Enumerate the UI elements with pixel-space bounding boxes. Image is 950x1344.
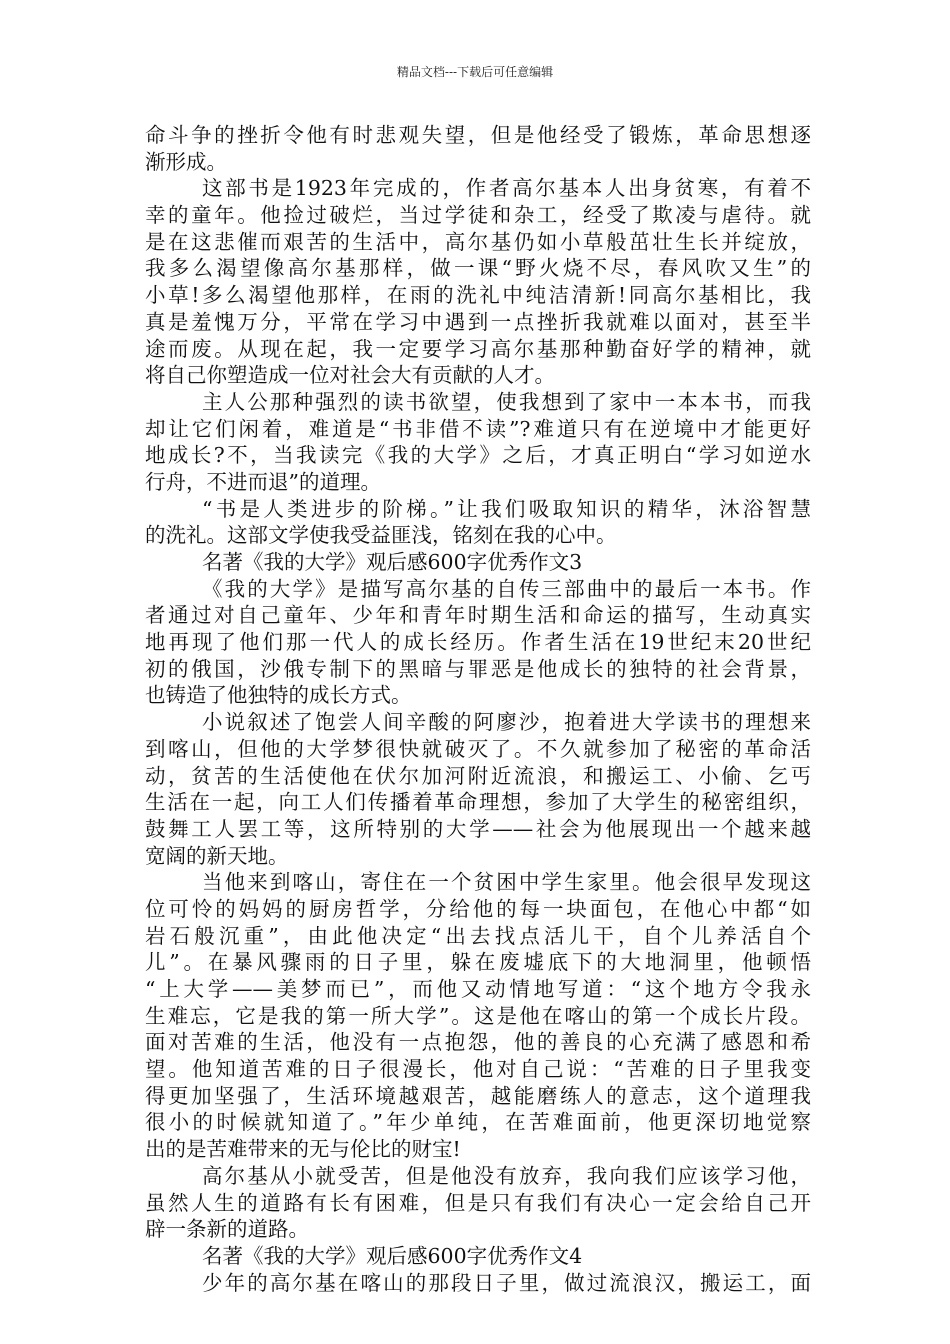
text-line: 虽然人生的道路有长有困难，但是只有我们有决心一定会给自己开 — [145, 1190, 811, 1215]
text-line: 我多么渴望像高尔基那样，做一课“野火烧不尽，春风吹又生”的 — [145, 256, 811, 281]
text-line: “书是人类进步的阶梯。”让我们吸取知识的精华，沐浴智慧 — [202, 496, 811, 521]
text-line: 宽阔的新天地。 — [145, 843, 289, 868]
text-line: 出的是苦难带来的无与伦比的财宝! — [145, 1137, 461, 1162]
text-line: 地成长?不，当我读完《我的大学》之后，才真正明白“学习如逆水 — [145, 443, 811, 468]
text-line: 真是羞愧万分，平常在学习中遇到一点挫折我就难以面对，甚至半 — [145, 309, 811, 334]
text-line: 名著《我的大学》观后感600字优秀作文3 — [202, 550, 583, 574]
text-line: 到喀山，但他的大学梦很快就破灭了。不久就参加了秘密的革命活 — [145, 736, 811, 761]
text-line: 也铸造了他独特的成长方式。 — [145, 683, 412, 708]
text-line: 却让它们闲着，难道是“书非借不读”?难道只有在逆境中才能更好 — [145, 416, 811, 441]
text-line: 鼓舞工人罢工等，这所特别的大学——社会为他展现出一个越来越 — [145, 816, 811, 841]
page-header: 精品文档---下载后可任意编辑 — [396, 65, 554, 79]
text-line: 望。他知道苦难的日子很漫长，他对自己说：“苦难的日子里我变 — [145, 1057, 811, 1082]
text-line: “上大学——美梦而已”，而他又动情地写道：“这个地方令我永 — [145, 977, 811, 1001]
text-line: 名著《我的大学》观后感600字优秀作文4 — [202, 1243, 583, 1268]
text-line: 《我的大学》是描写高尔基的自传三部曲中的最后一本书。作 — [202, 576, 811, 601]
text-line: 儿”。在暴风骤雨的日子里，躲在废墟底下的大地洞里，他顿悟 — [145, 950, 811, 975]
text-line: 者通过对自己童年、少年和青年时期生活和命运的描写，生动真实 — [145, 603, 811, 628]
document-body — [145, 122, 811, 1296]
text-line: 位可怜的妈妈的厨房哲学，分给他的每一块面包，在他心中都“如 — [145, 896, 811, 921]
text-line: 小草!多么渴望他那样，在雨的洗礼中纯洁清新!同高尔基相比，我 — [145, 283, 811, 308]
text-line: 小说叙述了饱尝人间辛酸的阿廖沙，抱着进大学读书的理想来 — [202, 710, 811, 735]
text-line: 高尔基从小就受苦，但是他没有放弃，我向我们应该学习他， — [202, 1163, 811, 1188]
text-line: 的洗礼。这部文学使我受益匪浅，铭刻在我的心中。 — [145, 523, 617, 548]
text-line: 生难忘，它是我的第一所大学”。这是他在喀山的第一个成长片段。 — [145, 1003, 811, 1028]
text-line: 这部书是1923年完成的，作者高尔基本人出身贫寒，有着不 — [202, 176, 811, 201]
text-line: 当他来到喀山，寄住在一个贫困中学生家里。他会很早发现这 — [202, 870, 811, 895]
text-line: 动，贫苦的生活使他在伏尔加河附近流浪，和搬运工、小偷、乞丐 — [145, 763, 811, 788]
text-line: 得更加坚强了，生活环境越艰苦，越能磨练人的意志，这个道理我 — [145, 1083, 811, 1108]
text-line: 初的俄国，沙俄专制下的黑暗与罪恶是他成长的独特的社会背景， — [145, 656, 811, 681]
text-line: 渐形成。 — [145, 149, 227, 174]
text-line: 途而废。从现在起，我一定要学习高尔基那种勤奋好学的精神，就 — [145, 336, 811, 361]
text-line: 主人公那种强烈的读书欲望，使我想到了家中一本本书，而我 — [202, 389, 811, 414]
text-line: 行舟，不进而退”的道理。 — [145, 469, 381, 494]
text-line: 是在这悲催而艰苦的生活中，高尔基仍如小草般茁壮生长并绽放， — [145, 229, 811, 254]
text-line: 岩石般沉重”，由此他决定“出去找点活儿干，自个儿养活自个 — [145, 923, 811, 948]
text-line: 少年的高尔基在喀山的那段日子里，做过流浪汉，搬运工，面 — [202, 1270, 811, 1295]
text-line: 命斗争的挫折令他有时悲观失望，但是他经受了锻炼，革命思想逐 — [145, 123, 811, 147]
text-line: 生活在一起，向工人们传播着革命理想，参加了大学生的秘密组织， — [145, 790, 811, 815]
text-line: 很小的时候就知道了。”年少单纯，在苦难面前，他更深切地觉察 — [145, 1110, 811, 1135]
text-line: 辟一条新的道路。 — [145, 1217, 309, 1242]
text-line: 幸的童年。他捡过破烂，当过学徒和杂工，经受了欺凌与虐待。就 — [145, 203, 811, 228]
text-line: 面对苦难的生活，他没有一点抱怨，他的善良的心充满了感恩和希 — [145, 1030, 811, 1055]
text-line: 将自己你塑造成一位对社会大有贡献的人才。 — [145, 363, 555, 388]
text-line: 地再现了他们那一代人的成长经历。作者生活在19世纪末20世纪 — [145, 630, 811, 655]
